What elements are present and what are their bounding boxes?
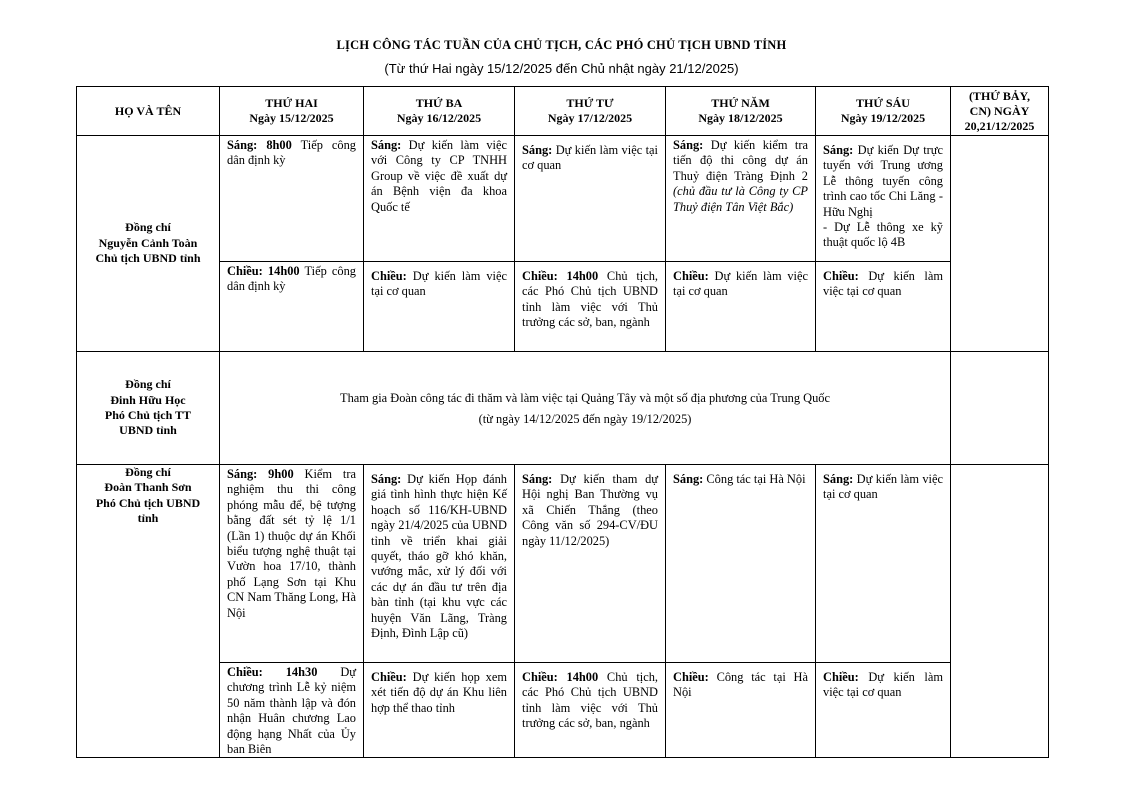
table-row [77,465,1049,663]
schedule-cell: Chiều: Dự kiến họp xem xét tiến độ dự án Khu liên hợp thể thao tỉnh [364,663,515,758]
document-title: LỊCH CÔNG TÁC TUẦN CỦA CHỦ TỊCH, CÁC PHÓ CHỦ TỊCH UBND TỈNH [336,38,787,52]
schedule-cell: Chiều: 14h00 Chủ tịch, các Phó Chủ tịch UBND tỉnh làm việc với Thủ trưởng các sở, ban, ngành [515,663,666,758]
table-row [77,352,1049,465]
official-name-cell: Đồng chí Đinh Hữu Học Phó Chủ tịch TT UBND tỉnh [77,352,220,465]
header-weekend: (THỨ BẢY, CN) NGÀY 20,21/12/2025 [951,87,1049,136]
table-row [77,262,1049,352]
header-name: HỌ VÀ TÊN [77,87,220,136]
weekend-cell [951,136,1049,352]
schedule-cell: Sáng: Dự kiến làm việc với Công ty CP TNHH Group về việc đề xuất dự án Bệnh viện đa khoa Quốc tế [364,136,515,262]
business-trip-cell [220,352,951,465]
schedule-cell: Sáng: Dự kiến kiểm tra tiến độ thi công dự án Thuỷ điện Tràng Định 2 (chủ đầu tư là Công ty CP Thuỷ điện Tân Việt Bắc) [666,136,816,262]
header-thursday: THỨ NĂM Ngày 18/12/2025 [666,87,816,136]
weekend-cell [951,352,1049,465]
header-wednesday: THỨ TƯ Ngày 17/12/2025 [515,87,666,136]
trip-dates: (từ ngày 14/12/2025 đến ngày 19/12/2025) [478,412,692,426]
schedule-cell: Chiều: 14h00 Tiếp công dân định kỳ [220,262,364,352]
weekend-cell [951,465,1049,758]
trip-description: Tham gia Đoàn công tác đi thăm và làm việc tại Quảng Tây và một số địa phương của Trung Quốc [340,390,830,405]
schedule-cell: Chiều: Công tác tại Hà Nội [666,663,816,758]
schedule-cell: Chiều: Dự kiến làm việc tại cơ quan [816,663,951,758]
schedule-cell: Chiều: Dự kiến làm việc tại cơ quan [816,262,951,352]
schedule-cell: Sáng: Dự kiến tham dự Hội nghị Ban Thường vụ xã Chiến Thắng (theo Công văn số 294-CV/ĐU ngày 11/12/2025) [515,465,666,663]
schedule-cell: Chiều: Dự kiến làm việc tại cơ quan [666,262,816,352]
schedule-cell: Sáng: Công tác tại Hà Nội [666,465,816,663]
document-subtitle: (Từ thứ Hai ngày 15/12/2025 đến Chủ nhật ngày 21/12/2025) [384,61,739,76]
schedule-cell: Chiều: 14h00 Chủ tịch, các Phó Chủ tịch UBND tỉnh làm việc với Thủ trưởng các sở, ban, ngành [515,262,666,352]
schedule-cell: Sáng: Dự kiến làm việc tại cơ quan [816,465,951,663]
schedule-cell: Sáng: Dự kiến làm việc tại cơ quan [515,136,666,262]
schedule-cell: Chiều: Dự kiến làm việc tại cơ quan [364,262,515,352]
schedule-cell: Sáng: Dự kiến Dự trực tuyến với Trung ương Lễ thông tuyến công trình cao tốc Chi Lăng - Hữu Nghị - Dự Lễ thông xe kỹ thuật quốc lộ 4B [816,136,951,262]
schedule-cell: Sáng: Dự kiến Họp đánh giá tình hình thực hiện Kế hoạch số 116/KH-UBND ngày 21/4/2025 của UBND tỉnh về triển khai giải quyết, tháo gỡ khó khăn, vướng mắc, xử lý đối với các dự án đầu tư trên địa bàn tỉnh (tại khu vực các huyện Văn Lãng, Tràng Định, Đình Lập cũ) [364,465,515,663]
schedule-cell: Sáng: 9h00 Kiểm tra nghiệm thu thi công phóng mẫu để, bệ tượng bằng đất sét tỷ lệ 1/1 (Lần 1) thuộc dự án Khối biểu tượng nghệ thuật tại Vườn hoa 17/10, thành phố Lạng Sơn tại Khu CN Nam Thăng Long, Hà Nội [220,465,364,663]
official-name-cell: Đồng chí Đoàn Thanh Sơn Phó Chủ tịch UBND tỉnh [77,465,220,758]
table-row [77,136,1049,262]
header-row [77,87,1049,136]
schedule-table [76,86,1049,758]
header-friday: THỨ SÁU Ngày 19/12/2025 [816,87,951,136]
official-name-cell: Đồng chí Nguyễn Cảnh Toàn Chủ tịch UBND tỉnh [77,136,220,352]
schedule-cell: Chiều: 14h30 Dự chương trình Lễ kỷ niệm 50 năm thành lập và đón nhận Huân chương Lao động hạng Nhất của Ủy ban Biên [220,663,364,758]
schedule-cell: Sáng: 8h00 Tiếp công dân định kỳ [220,136,364,262]
header-tuesday: THỨ BA Ngày 16/12/2025 [364,87,515,136]
header-monday: THỨ HAI Ngày 15/12/2025 [220,87,364,136]
table-row [77,663,1049,758]
